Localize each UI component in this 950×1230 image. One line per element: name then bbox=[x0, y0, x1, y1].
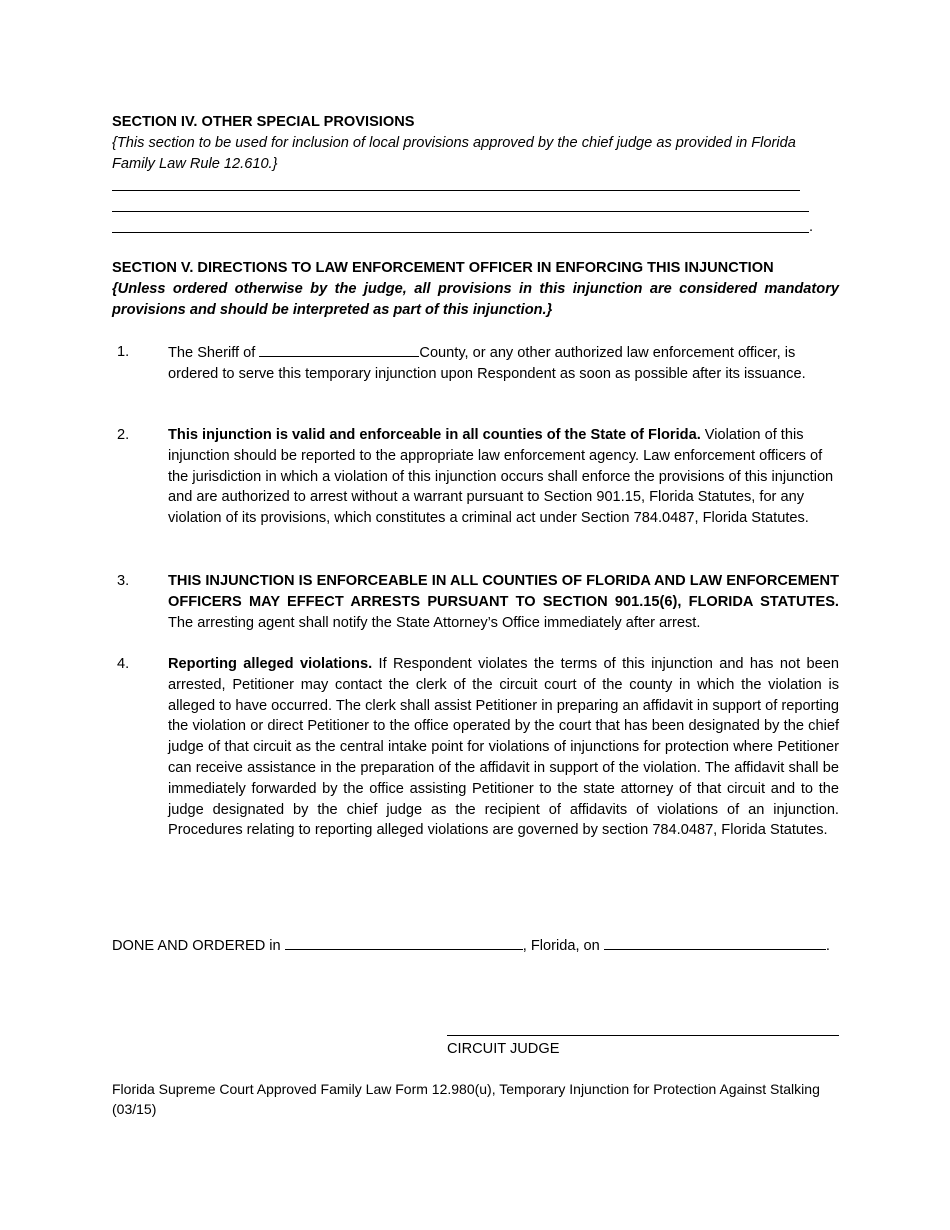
section-4-blank-line-3[interactable] bbox=[112, 232, 809, 233]
list-item-body bbox=[168, 571, 839, 633]
list-item-bold: This injunction is valid and enforceable in all counties of the State of Florida. bbox=[168, 427, 701, 443]
list-item-body bbox=[168, 654, 839, 841]
county-blank-field[interactable] bbox=[259, 342, 419, 357]
list-item-bold: THIS INJUNCTION IS ENFORCEABLE IN ALL COUNTIES OF FLORIDA AND LAW ENFORCEMENT OFFICERS MAY EFFECT ARRESTS PURSUANT TO SECTION 901.15(6), FLORIDA STATUTES. bbox=[168, 573, 839, 610]
section-4-blank-line-1[interactable] bbox=[112, 190, 800, 191]
list-item-text: The arresting agent shall notify the State Attorney’s Office immediately after arrest. bbox=[168, 614, 701, 631]
list-item-text: If Respondent violates the terms of this injunction and has not been arrested, Petitioner may contact the clerk of the circuit court of the county in which the violation is alleged to have occurred. The clerk shall assist Petitioner in preparing an affidavit in support of reporting the violation or direct Petitioner to the office operated by the court that has been designated by the chief judge of that circuit as the central intake point for violations of injunctions for protection where Petitioner can receive assistance in the preparation of the affidavit in support of the violation. The affidavit shall be immediately forwarded by the office assisting Petitioner to the state attorney of that circuit and to the judge designated by the chief judge as the recipient of affidavits of violations of an injunction. Procedures relating to reporting alleged violations are governed by section 784.0487, Florida Statutes. bbox=[168, 656, 839, 839]
section-4-heading: SECTION IV. OTHER SPECIAL PROVISIONS bbox=[112, 114, 415, 130]
section-4-note: {This section to be used for inclusion of local provisions approved by the chief judge as provided in Florida Family Law Rule 12.610.} bbox=[112, 135, 796, 172]
order-suffix: . bbox=[825, 938, 830, 954]
order-prefix: DONE AND ORDERED in bbox=[112, 938, 285, 954]
date-blank-field[interactable] bbox=[604, 935, 826, 950]
circuit-judge-label: CIRCUIT JUDGE bbox=[447, 1041, 560, 1057]
signature-line[interactable] bbox=[447, 1035, 839, 1036]
sheriff-text: County, or any other authorized law enforcement officer, is ordered to serve this temporary injunction upon Respondent as soon as possible after its issuance. bbox=[168, 345, 806, 382]
order-middle: , Florida, on bbox=[522, 938, 604, 954]
list-item-text: Violation of this injunction should be reported to the appropriate law enforcement agency. Law enforcement officers of the jurisdiction in which a violation of this injunction occurs shall enforce the provisions of this injunction and are authorized to arrest without a warrant pursuant to Section 901.15, Florida Statutes, for any violation of its provisions, which constitutes a criminal act under Section 784.0487, Florida Statutes. bbox=[168, 427, 834, 527]
list-item-body bbox=[168, 342, 839, 385]
list-item-number: 1. bbox=[117, 344, 130, 360]
list-item-number: 3. bbox=[117, 573, 130, 589]
sheriff-prefix: The Sheriff of bbox=[168, 345, 260, 361]
list-item-body bbox=[168, 425, 839, 529]
section-5-note: {Unless ordered otherwise by the judge, all provisions in this injunction are considered mandatory provisions and should be interpreted as part of this injunction.} bbox=[112, 281, 839, 318]
section-4-blank-line-2[interactable] bbox=[112, 211, 809, 212]
form-footer: Florida Supreme Court Approved Family Law Form 12.980(u), Temporary Injunction for Protection Against Stalking (03/15) bbox=[112, 1081, 820, 1117]
section-5-heading: SECTION V. DIRECTIONS TO LAW ENFORCEMENT OFFICER IN ENFORCING THIS INJUNCTION bbox=[112, 260, 774, 276]
city-blank-field[interactable] bbox=[285, 935, 523, 950]
list-item-number: 2. bbox=[117, 427, 130, 443]
list-item-bold: Reporting alleged violations. bbox=[168, 656, 373, 672]
list-item-number: 4. bbox=[117, 656, 130, 672]
done-and-ordered-line bbox=[112, 935, 852, 957]
section-4-line-end: . bbox=[809, 219, 814, 235]
